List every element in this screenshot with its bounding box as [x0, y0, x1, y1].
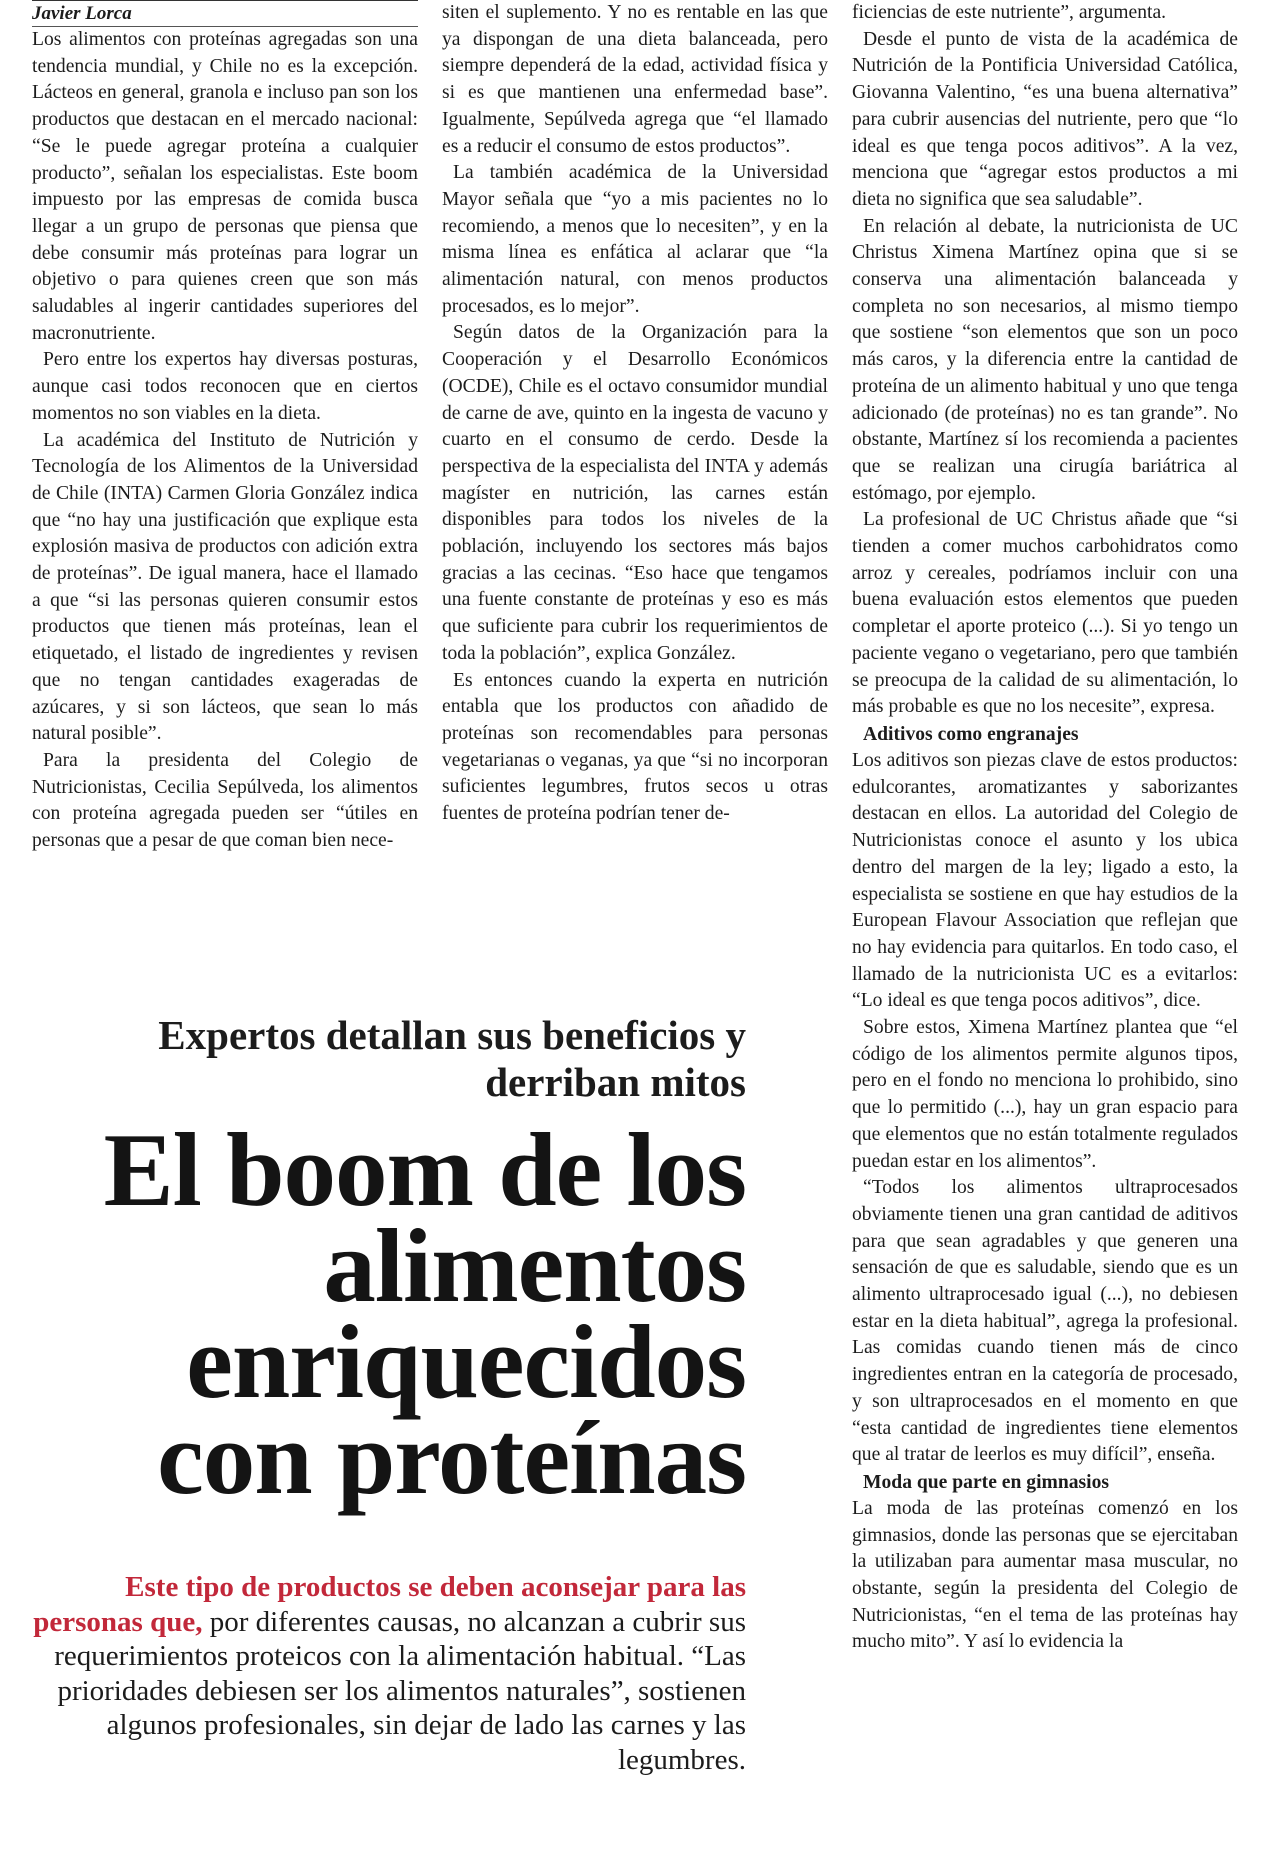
byline: Javier Lorca [32, 0, 418, 27]
lead-paragraph [30, 1570, 746, 1777]
lead-highlight: Este tipo de productos se deben aconsejar para las personas que, [33, 1571, 746, 1638]
paragraph: siten el suplemento. Y no es rentable en las que ya dispongan de una dieta balanceada, pero siempre dependerá de la edad, actividad física y si es que mantienen una enfermedad base”. Igualmente, Sepúlveda agrega que “el llamado es a reducir el consumo de estos productos”. [442, 2, 828, 157]
paragraph: La profesional de UC Christus añade que “si tienden a comer muchos carbohidratos como arroz y cereales, podríamos incluir con una buena evaluación estos elementos que pueden completar el aporte proteico (...). Si yo tengo un paciente vegano o vegetariano, pero que también se preocupa de la calidad de su alimentación, lo más probable es que no los necesite”, expresa. [852, 509, 1238, 718]
paragraph: “Todos los alimentos ultraprocesados obviamente tienen una gran cantidad de aditivos para que sean agradables y que generen una sensación de que es saludable, siendo que es un alimento ultraprocesado igual (...), no debiesen estar en la dieta habitual”, agrega la profesional. Las comidas cuando tienen más de cinco ingredientes entran en la categoría de procesado, y son ultraprocesados en el momento en que “esta cantidad de ingredientes tiene elementos que al tratar de leerlos es muy difícil”, enseña. [852, 1177, 1238, 1466]
article-column-2 [442, 0, 828, 828]
kicker: Expertos detallan sus beneficios y derriban mitos [158, 1012, 746, 1105]
paragraph: La académica del Instituto de Nutrición y Tecnología de los Alimentos de la Universidad de Chile (INTA) Carmen Gloria González indica que “no hay una justificación que explique esta explosión masiva de productos con adición extra de proteínas”. De igual manera, hace el llamado a que “si las personas quieren consumir estos productos que tienen más proteínas, lean el etiquetado, el listado de ingredientes y revisen que no tengan cantidades exageradas de azúcares, y si son lácteos, que sean lo más natural posible”. [32, 429, 418, 745]
paragraph: La también académica de la Universidad Mayor señala que “yo a mis pacientes no lo recomiendo, a menos que lo necesiten”, y en la misma línea es enfática al aclarar que “la alimentación natural, con menos productos procesados, es lo mejor”. [442, 162, 828, 317]
lead-text: por diferentes causas, no alcanzan a cubrir sus requerimientos proteicos con la alimentación habitual. “Las prioridades debiesen ser los alimentos naturales”, sostienen algunos profesionales, sin dejar de lado las carnes y las legumbres. [54, 1605, 746, 1776]
paragraph: Desde el punto de vista de la académica de Nutrición de la Pontificia Universidad Católica, Giovanna Valentino, “es una buena alternativa” para cubrir ausencias del nutriente, pero que “lo ideal es que tenga pocos aditivos”. A la vez, menciona que “agregar estos productos a mi dieta no significa que sea saludable”. [852, 28, 1238, 210]
paragraph: En relación al debate, la nutricionista de UC Christus Ximena Martínez opina que si se conserva una alimentación balanceada y completa no son necesarios, al mismo tiempo que sostiene “son elementos que son un poco más caros, y la diferencia entre la cantidad de proteína de un alimento habitual y uno que tenga adicionado (de proteínas) no es tan grande”. No obstante, Martínez sí los recomienda a pacientes que se realizan una cirugía bariátrica al estómago, por ejemplo. [852, 215, 1238, 504]
paragraph: Sobre estos, Ximena Martínez plantea que “el código de los alimentos permite algunos tipos, pero en el fondo no menciona lo prohibido, sino que lo permitido (...), hay un gran espacio para que elementos que no están totalmente regulados puedan estar en los alimentos”. [852, 1017, 1238, 1172]
paragraph: ficiencias de este nutriente”, argumenta. [852, 2, 1167, 23]
paragraph: La moda de las proteínas comenzó en los gimnasios, donde las personas que se ejercitaban la utilizaban para aumentar masa muscular, no obstante, según la presidenta del Colegio de Nutricionistas, “en el tema de las proteínas hay mucho mito”. Y así lo evidencia la [852, 1497, 1238, 1653]
paragraph: Los aditivos son piezas clave de estos productos: edulcorantes, aromatizantes y saborizantes destacan en ellos. La autoridad del Colegio de Nutricionistas conoce el asunto y los ubica dentro del margen de la ley; ligado a esto, la especialista se sostiene en que hay estudios de la European Flavour Association que reflejan que no hay evidencia para quitarlos. En todo caso, el llamado de la nutricionista UC es a evitarlos: “Lo ideal es que tenga pocos aditivos”, dice. [852, 749, 1238, 1012]
subheading-aditivos: Aditivos como engranajes [863, 723, 1079, 745]
paragraph: Pero entre los expertos hay diversas posturas, aunque casi todos reconocen que en ciertos momentos no son viables en la dieta. [32, 349, 418, 424]
headline: El boom de los alimentos enriquecidos con proteínas [103, 1111, 746, 1516]
paragraph: Los alimentos con proteínas agregadas son una tendencia mundial, y Chile no es la excepción. Lácteos en general, granola e incluso pan son los productos que destacan en el mercado nacional: “Se le puede agregar proteína a cualquier producto”, señalan los especialistas. Este boom impuesto por las empresas de comida busca llegar a un grupo de personas que piensa que debe consumir más proteínas para lograr un objetivo o para quienes creen que son más saludables al ingerir cantidades superiores del macronutriente. [32, 29, 418, 344]
paragraph: Para la presidenta del Colegio de Nutricionistas, Cecilia Sepúlveda, los alimentos con proteína agregada pueden ser “útiles en personas que a pesar de que coman bien nece- [32, 749, 418, 852]
paragraph: Según datos de la Organización para la Cooperación y el Desarrollo Económicos (OCDE), Chile es el octavo consumidor mundial de carne de ave, quinto en la ingesta de vacuno y cuarto en el consumo de cerdo. Desde la perspectiva de la especialista del INTA y además magíster en nutrición, las carnes están disponibles para todos los niveles de la población, incluyendo los sectores más bajos gracias a las cecinas. “Eso hace que tengamos una fuente constante de proteínas y eso es más que suficiente para cubrir los requerimientos de toda la población”, explica González. [442, 322, 828, 664]
article-column-3 [852, 0, 1238, 1656]
paragraph: Es entonces cuando la experta en nutrición entabla que los productos con añadido de proteínas son recomendables para personas vegetarianas o veganas, ya que “si no incorporan suficientes legumbres, frutos secos u otras fuentes de proteína podrían tener de- [442, 669, 828, 825]
article-column-1 [32, 27, 418, 855]
subheading-moda: Moda que parte en gimnasios [863, 1471, 1110, 1493]
